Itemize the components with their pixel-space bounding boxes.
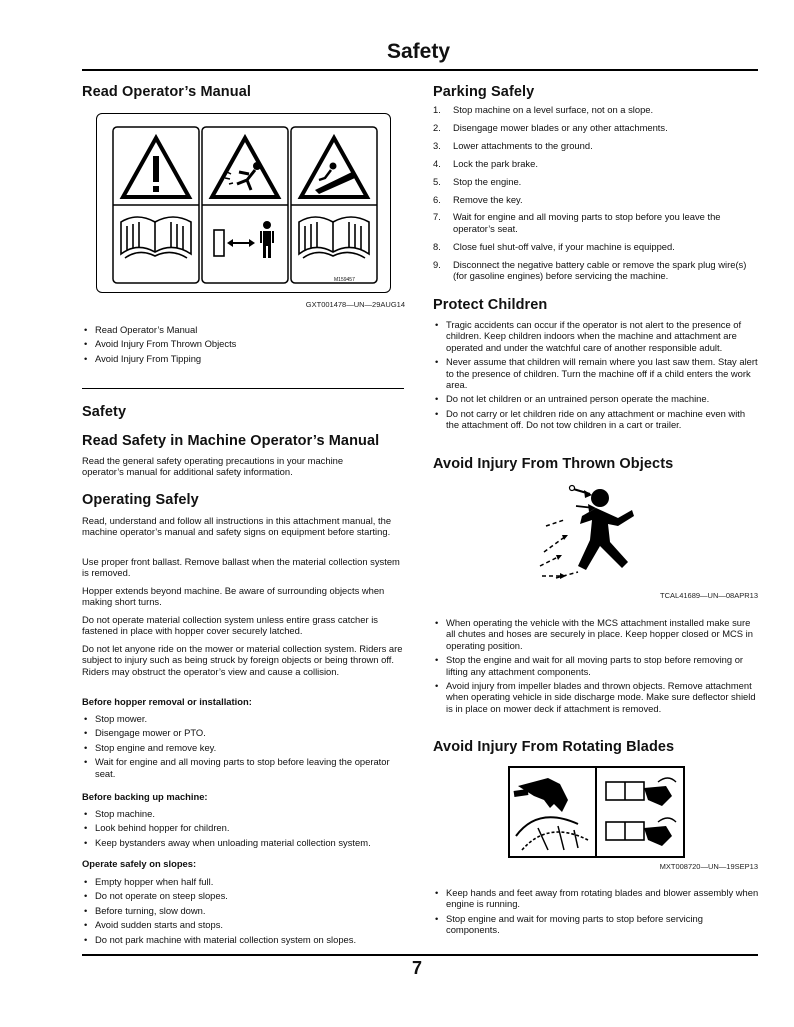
step-number: 1. (433, 104, 441, 115)
thrown-objects-heading: Avoid Injury From Thrown Objects (433, 456, 674, 472)
parking-safely-heading: Parking Safely (433, 84, 535, 100)
step-text: Disconnect the negative battery cable or remove the spark plug wire(s) (for gasoline engines) before servicing the machine. (453, 258, 747, 282)
list-item: • Do not operate on steep slopes. (82, 890, 402, 901)
manual-book-icon-2 (299, 217, 369, 258)
slopes-subheading: Operate safely on slopes: (82, 858, 197, 869)
thrown-bullet-list (433, 617, 759, 717)
safety-heading: Safety (82, 404, 127, 420)
list-item: • Do not carry or let children ride on any attachment or machine even with the attachment off. Do not tow children in a cart or trailer. (433, 408, 759, 431)
list-item: • Before turning, slow down. (82, 905, 402, 916)
list-item (433, 140, 758, 151)
step-text: Stop machine on a level surface, not on a slope. (453, 104, 654, 115)
tipping-warning-icon (301, 138, 367, 197)
operating-paragraph: Do not operate material collection system unless entire grass catcher is fastened in place with hopper cover securely latched. (82, 614, 378, 637)
list-item: • Avoid Injury From Tipping (82, 353, 402, 364)
step-text: Disengage mower blades or any other attachments. (453, 121, 668, 133)
list-item (433, 259, 758, 282)
manual-book-icon (121, 217, 191, 258)
hopper-bullet-list (82, 713, 402, 782)
rotating-blades-heading: Avoid Injury From Rotating Blades (433, 739, 675, 755)
list-item: • Stop mower. (82, 713, 402, 724)
list-item: • Keep bystanders away when unloading material collection system. (82, 837, 402, 848)
thrown-objects-icon (536, 480, 646, 585)
manual-bullet-list (82, 324, 402, 367)
page-title: Safety (386, 40, 450, 63)
list-item: • Avoid Injury From Thrown Objects (82, 338, 402, 349)
list-item: • Never assume that children will remain where you last saw them. Stay alert to the presence of children. Turn the machine off if a child enters the work area. (433, 356, 759, 390)
list-item (433, 104, 758, 115)
operating-paragraph: Read, understand and follow all instructions in this attachment manual, the machine operator’s manual and safety signs on equipment before starting. (82, 515, 392, 538)
blades-figure-caption: MXT008720—UN—19SEP13 (659, 862, 758, 871)
step-number: 6. (433, 193, 441, 205)
keep-distance-icon (214, 221, 274, 258)
list-item (433, 241, 758, 252)
list-item: • Do not let children or an untrained person operate the machine. (433, 393, 759, 404)
list-item: • Look behind hopper for children. (82, 822, 402, 833)
rotating-blades-illustration (508, 766, 685, 858)
slopes-bullet-list (82, 876, 402, 948)
protect-children-heading: Protect Children (433, 297, 548, 313)
step-text: Stop the engine. (453, 175, 522, 187)
operating-paragraph: Use proper front ballast. Remove ballast when the material collection system is removed. (82, 556, 400, 579)
list-item: • Stop machine. (82, 808, 402, 819)
top-divider (82, 69, 758, 71)
step-number: 4. (433, 157, 441, 169)
list-item: • Stop the engine and wait for all moving parts to stop before removing or lifting any attachment components. (433, 654, 759, 677)
thrown-objects-illustration (536, 480, 646, 585)
list-item: • Empty hopper when half full. (82, 876, 402, 887)
step-number: 9. (433, 258, 441, 270)
page-number: 7 (412, 958, 423, 978)
bottom-divider (82, 954, 758, 956)
step-number: 8. (433, 240, 441, 252)
list-item (433, 194, 758, 205)
step-text: Wait for engine and all moving parts to stop before you leave the operator’s seat. (453, 211, 721, 234)
blades-bullet-list (433, 887, 759, 939)
list-item: • Keep hands and feet away from rotating blades and blower assembly when engine is running. (433, 887, 759, 910)
list-item: • Avoid injury from impeller blades and thrown objects. Remove attachment when operating vehicle in side discharge mode. Make sure deflector shield is in place on mower deck if attachment is removed. (433, 680, 759, 714)
list-item: • When operating the vehicle with the MCS attachment installed make sure all chutes and hoses are securely in place. Keep hopper closed or MCS in operating position. (433, 617, 759, 651)
list-item: • Do not park machine with material collection system on slopes. (82, 934, 402, 945)
parking-steps-list (433, 104, 758, 288)
read-manual-heading: Read Operator’s Manual (82, 84, 251, 100)
read-safety-text: Read the general safety operating precautions in your machine operator’s manual for additional safety information. (82, 455, 344, 478)
list-item (433, 158, 758, 169)
section-divider (82, 388, 404, 389)
operating-safely-heading: Operating Safely (82, 492, 199, 508)
backing-bullet-list (82, 808, 402, 851)
children-bullet-list (433, 319, 759, 434)
operating-paragraph: Do not let anyone ride on the mower or material collection system. Riders are subject to injury such as being struck by foreign objects or being thrown off. Riders may obstruct the operator’s view and cause a collision. (82, 643, 403, 677)
step-number: 7. (433, 211, 441, 223)
list-item: • Stop engine and remove key. (82, 742, 402, 753)
thrown-figure-caption: TCAL41689—UN—08APR13 (660, 591, 758, 600)
list-item: • Tragic accidents can occur if the operator is not alert to the presence of children. Keep children indoors when the machine and attachment are operated and under the watchful care of another responsible adult. (433, 319, 759, 353)
operating-paragraph: Hopper extends beyond machine. Be aware of surrounding objects when making short turns. (82, 585, 385, 608)
step-text: Remove the key. (453, 193, 523, 205)
thrown-object-warning-icon (212, 138, 278, 197)
warning-exclamation-icon (123, 138, 189, 197)
step-number: 5. (433, 175, 441, 187)
step-number: 3. (433, 139, 441, 151)
manual-figure-caption: GXT001478—UN—29AUG14 (305, 300, 405, 309)
list-item: • Disengage mower or PTO. (82, 727, 402, 738)
step-text: Close fuel shut-off valve, if your machine is equipped. (453, 240, 675, 252)
safety-decal-image (96, 113, 391, 293)
hopper-subheading: Before hopper removal or installation: (82, 696, 252, 707)
list-item: • Stop engine and wait for moving parts to stop before servicing components. (433, 913, 759, 936)
list-item (433, 122, 758, 133)
rotating-blades-icon (508, 766, 685, 858)
list-item (433, 211, 758, 234)
decal-image-code: M159457 (334, 277, 355, 283)
step-text: Lock the park brake. (453, 157, 538, 169)
step-text: Lower attachments to the ground. (453, 139, 593, 151)
step-number: 2. (433, 121, 441, 133)
read-safety-heading: Read Safety in Machine Operator’s Manual (82, 433, 380, 449)
list-item (433, 176, 758, 187)
list-item: • Read Operator’s Manual (82, 324, 402, 335)
list-item: • Avoid sudden starts and stops. (82, 919, 402, 930)
list-item: • Wait for engine and all moving parts to stop before leaving the operator seat. (82, 756, 402, 779)
backing-subheading: Before backing up machine: (82, 791, 208, 802)
safety-decal-graphic (97, 114, 390, 292)
